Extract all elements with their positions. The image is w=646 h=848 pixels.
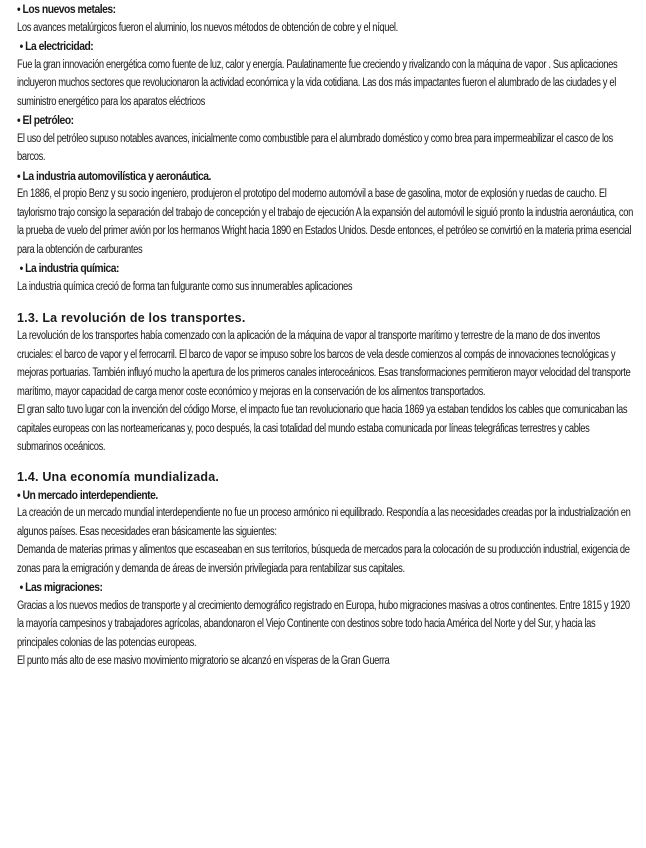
- paragraph-market-2: Demanda de materias primas y alimentos que escaseaban en sus territorios, búsqueda de mercados para la colocación de su producción industrial, exigencia de zonas para la emigración y demanda de áreas de inversión privilegiada para rentabilizar sus capitales.: [17, 544, 630, 575]
- paragraph-migrations-1: Gracias a los nuevos medios de transporte y al crecimiento demográfico registrado en Europa, hubo migraciones masivas a otros continentes. Entre 1815 y 1920 la mayoría campesinos y trabajadores agrícolas, abandonaron el Viejo Continente con destinos sobre todo hacia América del Norte y del Sur, y hacia las principales colonias de las potencias europeas.: [17, 599, 630, 649]
- subheading-auto-aero: • La industria automovilística y aeronáutica.: [17, 168, 211, 183]
- subheading-market: • Un mercado interdependiente.: [17, 487, 158, 502]
- subheading-electricity: • La electricidad:: [19, 39, 94, 53]
- subheading-chemical: • La industria química:: [19, 261, 119, 275]
- paragraph-petroleum: El uso del petróleo supuso notables avances, inicialmente como combustible para el alumbrado doméstico y como brea para impermeabilizar el casco de los barcos.: [17, 132, 613, 163]
- paragraph-metals: Los avances metalúrgicos fueron el aluminio, los nuevos métodos de obtención de cobre y el níquel.: [17, 21, 398, 34]
- paragraph-chemical: La industria química creció de forma tan fulgurante como sus innumerables aplicaciones: [17, 280, 353, 293]
- paragraph-transport-1: La revolución de los transportes había comenzado con la aplicación de la máquina de vapor al transporte marítimo y terrestre de la mano de dos inventos cruciales: el barco de vapor y el ferrocarril. El barco de vapor se impuso sobre los barcos de vela desde comienzos al compás de innovaciones tecnológicas y mejoras portuarias. También influyó mucho la apertura de los primeros canales interoceánicos. Esas transformaciones permitieron mayor velocidad del transporte marítimo, mayor capacidad de carga menor coste económico y mejoras en la conservación de los alimentos transportados.: [17, 330, 631, 398]
- subheading-metals: • Los nuevos metales:: [17, 2, 116, 16]
- section-heading-global: 1.4. Una economía mundializada.: [17, 469, 220, 484]
- section-heading-transport: 1.3. La revolución de los transportes.: [17, 311, 246, 325]
- paragraph-migrations-2: El punto más alto de ese masivo movimiento migratorio se alcanzó en vísperas de la Gran Guerra: [17, 655, 390, 667]
- paragraph-auto-aero: En 1886, el propio Benz y su socio ingeniero, produjeron el prototipo del moderno automóvil a base de gasolina, motor de explosión y ruedas de caucho. El taylorismo trajo consigo la separación del trabajo de concepción y el trabajo de ejecución A la expansión del automóvil le siguió pronto la industria aeronáutica, con la prueba de vuelo del primer avión por los hermanos Wright hacia 1890 en Estados Unidos. Desde entonces, el petróleo se convirtió en la materia prima esencial para la obtención de carburantes: [17, 188, 633, 256]
- document-page: [17, 0, 632, 671]
- subheading-petroleum: • El petróleo:: [17, 113, 74, 127]
- paragraph-electricity: Fue la gran innovación energética como fuente de luz, calor y energía. Paulatinamente fue creciendo y rivalizando con la máquina de vapor . Sus aplicaciones incluyeron muchos sectores que revolucionaron la actividad económica y la vida cotidiana. Las dos más impactantes fueron el alumbrado de las ciudades y el suministro energético para los aparatos eléctricos: [17, 58, 618, 108]
- paragraph-transport-2: El gran salto tuvo lugar con la invención del código Morse, el impacto fue tan revolucionario que hacia 1869 ya estaban tendidos los cables que comunicaban las capitales europeas con las norteamericanas y, poco después, la casi totalidad del mundo estaba comunicada por líneas telegráficas terrestres y cables submarinos oceánicos.: [17, 404, 628, 453]
- paragraph-market-1: La creación de un mercado mundial interdependiente no fue un proceso armónico ni equilibrado. Respondía a las necesidades creadas por la industrialización en algunos países. Esas necesidades eran básicamente las siguientes:: [17, 507, 631, 538]
- subheading-migrations: • Las migraciones:: [19, 580, 103, 594]
